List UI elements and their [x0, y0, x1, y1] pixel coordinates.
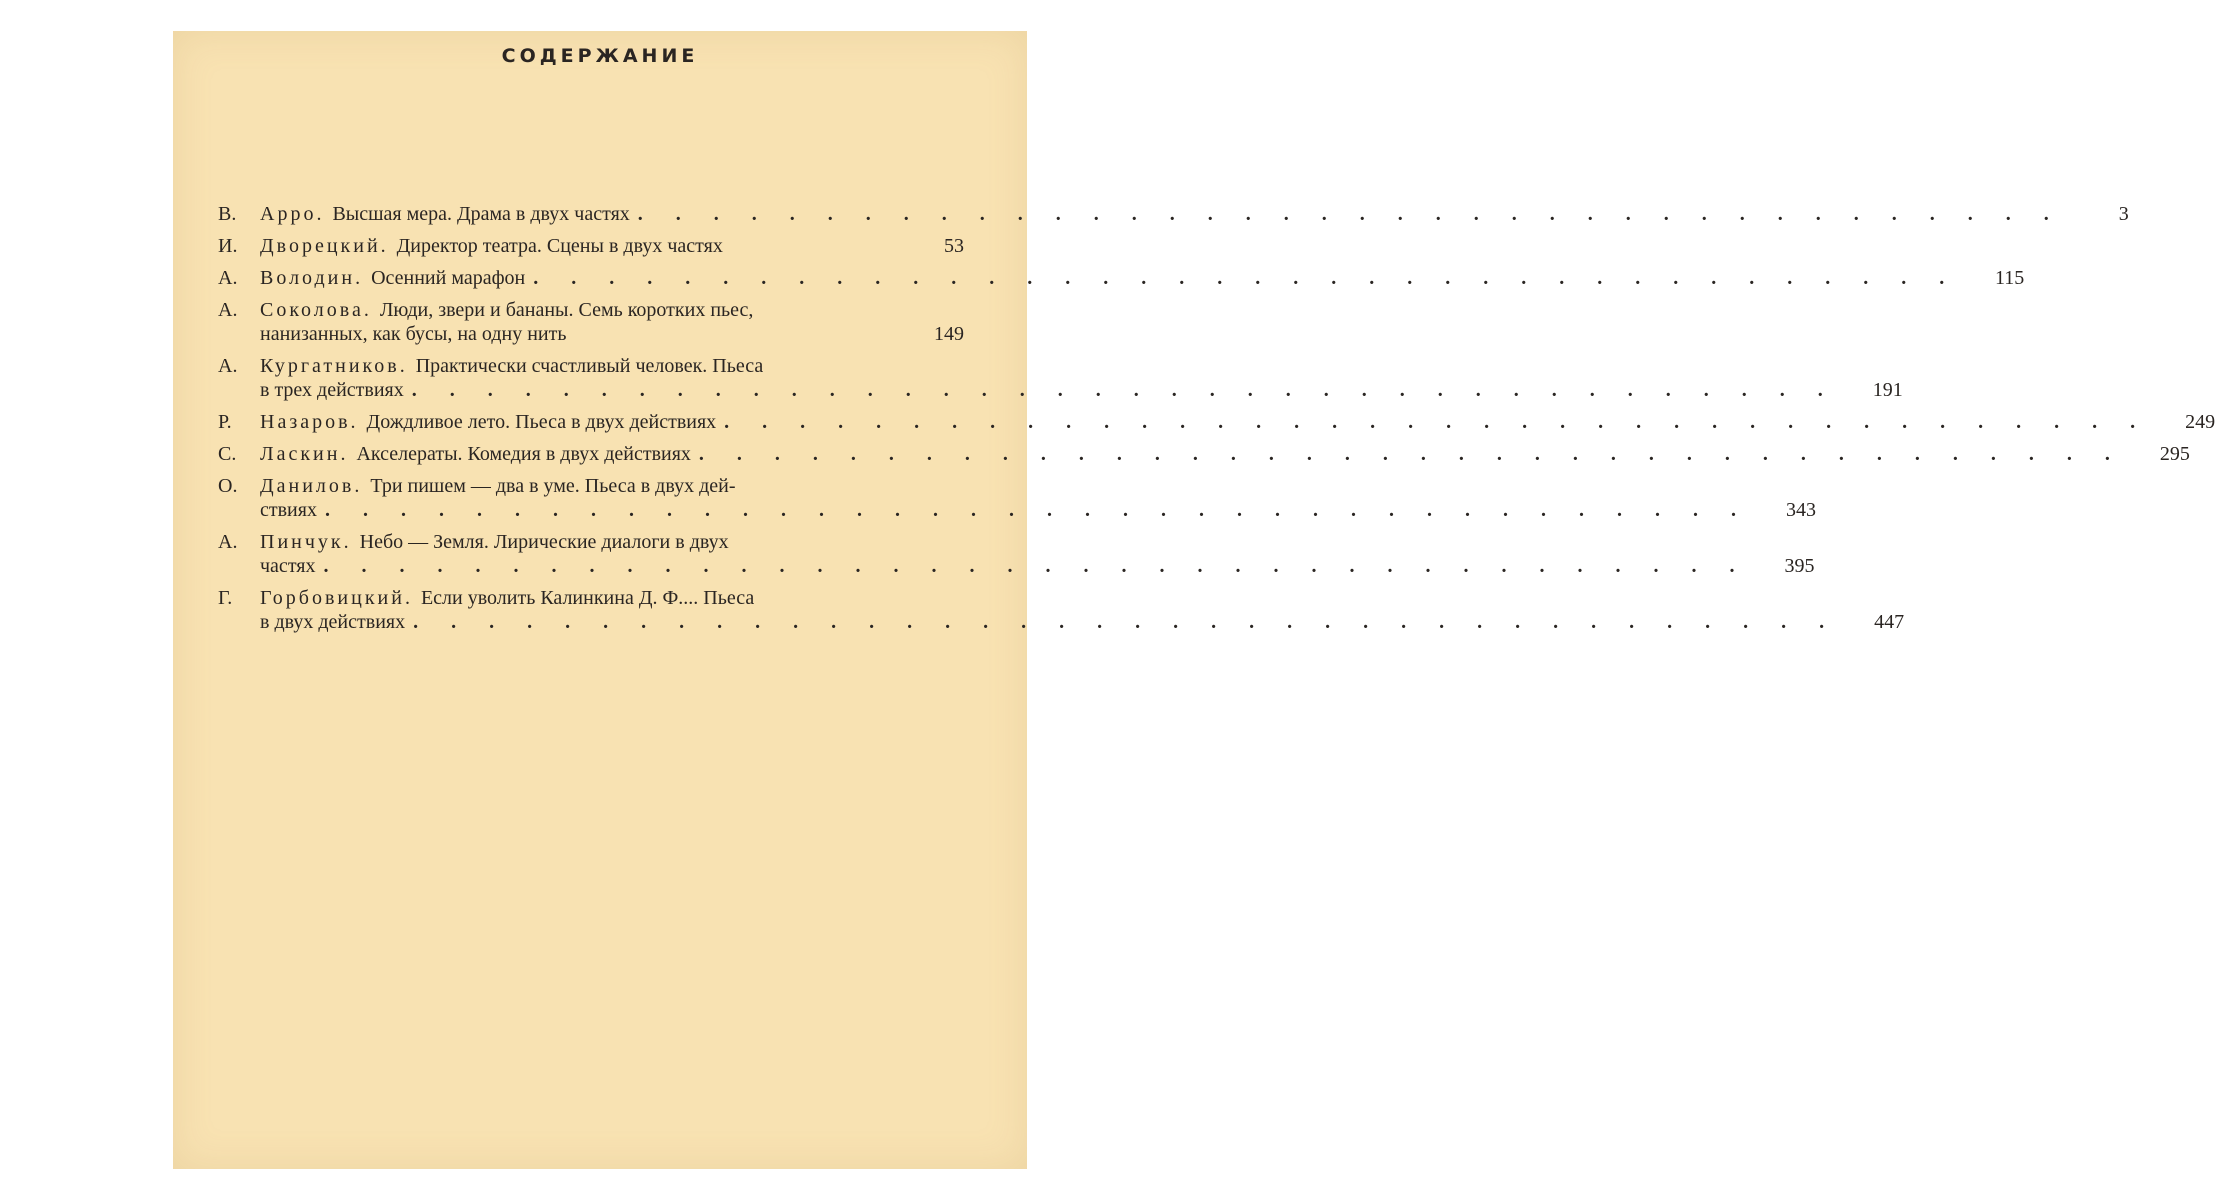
page-number: 53 [944, 235, 964, 257]
work-title-continued: в двух действиях [260, 611, 406, 633]
toc-entry [218, 586, 1905, 634]
work-title: Небо — Земля. Лирические диалоги в двух [359, 531, 729, 553]
author-initial: А. [218, 299, 238, 321]
work-title-continued: частях [260, 555, 316, 577]
entry-text [260, 266, 1964, 290]
entry-text [260, 586, 1844, 634]
entry-text [260, 442, 2130, 466]
entry-text [260, 530, 1755, 578]
page-number: 249 [2185, 411, 2215, 433]
dot-leader: . . . . . . . . . . . . . . . . . . . . . . . . . . . . . . . . . . . . . . [413, 611, 1839, 633]
page-number: 115 [1995, 267, 2025, 289]
author-name: Пинчук. [260, 531, 352, 553]
work-title-continued: нанизанных, как бусы, на одну нить [260, 323, 567, 345]
work-title-continued: ствиях [260, 499, 317, 521]
contents-heading: СОДЕРЖАНИЕ [501, 45, 699, 67]
page-number: 343 [1785, 499, 1816, 521]
page-number: 395 [1784, 555, 1815, 577]
work-title: Если уволить Калинкина Д. Ф.... Пьеса [420, 587, 755, 609]
author-name: Ласкин. [260, 443, 349, 465]
toc-entry [218, 202, 2129, 226]
work-title: Директор театра. Сцены в двух частях [396, 235, 723, 257]
author-name: Соколова. [260, 299, 372, 321]
toc-entry [218, 354, 1903, 402]
entry-text [260, 202, 2069, 226]
work-title: Дождливое лето. Пьеса в двух действиях [366, 411, 717, 433]
dot-leader: . . . . . . . . . . . . . . . . . . . . . . . . . . . . . . . . . . . . . . [411, 379, 1837, 401]
dot-leader: . . . . . . . . . . . . . . . . . . . . . . . . . . . . . . . . . . . . . . [533, 267, 1959, 289]
author-initial: В. [218, 203, 237, 225]
entry-text [260, 354, 1843, 402]
toc-entry [218, 410, 2215, 434]
dot-leader: . . . . . . . . . . . . . . . . . . . . . . . . . . . . . . . . . . . . . . [637, 203, 2063, 225]
work-title: Высшая мера. Драма в двух частях [332, 203, 630, 225]
work-title: Три пишем — два в уме. Пьеса в двух дей- [370, 475, 736, 497]
book-page [173, 31, 2215, 1169]
author-name: Назаров. [260, 411, 359, 433]
toc-entry [218, 234, 964, 258]
work-title: Практически счастливый человек. Пьеса [415, 355, 764, 377]
dot-leader: . . . . . . . . . . . . . . . . . . . . . . . . . . . . . . . . . . . . . . [698, 443, 2124, 465]
toc-entry [218, 298, 964, 346]
author-initial: И. [218, 235, 238, 257]
page-number: 447 [1874, 611, 1905, 633]
author-name: Дворецкий. [260, 235, 389, 257]
toc-entry [218, 442, 2190, 466]
author-initial: А. [218, 531, 238, 553]
entry-text [260, 474, 1756, 522]
page-number: 149 [934, 323, 964, 345]
page-number: 191 [1872, 379, 1903, 401]
author-initial: О. [218, 475, 238, 497]
page-number: 295 [2159, 443, 2190, 465]
page-number: 3 [2118, 203, 2129, 225]
author-initial: Г. [218, 587, 233, 609]
author-initial: Р. [218, 411, 232, 433]
toc-entry [218, 266, 2025, 290]
dot-leader: . . . . . . . . . . . . . . . . . . . . . . . . . . . . . . . . . . . . . . [324, 499, 1750, 521]
entry-text [260, 410, 2155, 434]
author-name: Данилов. [260, 475, 363, 497]
author-name: Горбовицкий. [260, 587, 413, 609]
dot-leader: . . . . . . . . . . . . . . . . . . . . . . . . . . . . . . . . . . . . . . [323, 555, 1749, 577]
author-initial: А. [218, 355, 238, 377]
work-title-continued: в трех действиях [260, 379, 404, 401]
work-title: Акселераты. Комедия в двух действиях [356, 443, 691, 465]
work-title: Люди, звери и бананы. Семь коротких пьес, [379, 299, 754, 321]
author-name: Володин. [260, 267, 364, 289]
toc-entry [218, 530, 1815, 578]
author-name: Арро. [260, 203, 325, 225]
toc-entry [218, 474, 1816, 522]
entry-text [260, 298, 904, 346]
author-initial: С. [218, 443, 237, 465]
work-title: Осенний марафон [371, 267, 526, 289]
entry-text [260, 234, 904, 258]
table-of-contents [218, 202, 2215, 642]
author-name: Кургатников. [260, 355, 408, 377]
author-initial: А. [218, 267, 238, 289]
dot-leader: . . . . . . . . . . . . . . . . . . . . . . . . . . . . . . . . . . . . . . [724, 411, 2150, 433]
